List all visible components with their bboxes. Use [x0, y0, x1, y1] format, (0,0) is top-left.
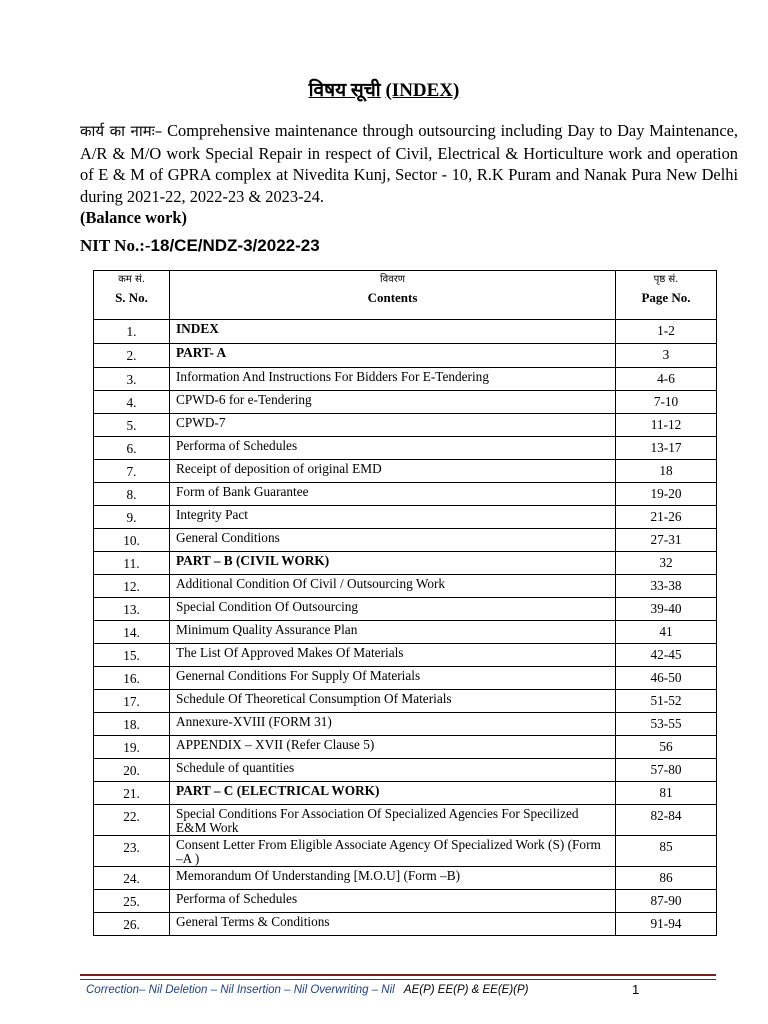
row-sno: 4.: [94, 391, 170, 414]
row-content: INDEX: [170, 320, 616, 344]
row-content: CPWD-6 for e-Tendering: [170, 391, 616, 414]
table-row: [94, 667, 717, 690]
header-sno: [94, 271, 170, 320]
table-row: [94, 575, 717, 598]
row-page: 21-26: [616, 506, 717, 529]
row-page: 3: [616, 344, 717, 368]
row-content: Genernal Conditions For Supply Of Materials: [170, 667, 616, 690]
header-contents: [170, 271, 616, 320]
row-page: 39-40: [616, 598, 717, 621]
table-row: [94, 644, 717, 667]
table-row: [94, 368, 717, 391]
row-content: PART – C (ELECTRICAL WORK): [170, 782, 616, 805]
row-sno: 15.: [94, 644, 170, 667]
row-content: Form of Bank Guarantee: [170, 483, 616, 506]
row-content: The List Of Approved Makes Of Materials: [170, 644, 616, 667]
row-sno: 10.: [94, 529, 170, 552]
row-content: PART – B (CIVIL WORK): [170, 552, 616, 575]
row-content: PART- A: [170, 344, 616, 368]
table-row: [94, 598, 717, 621]
row-sno: 23.: [94, 836, 170, 867]
row-content: Minimum Quality Assurance Plan: [170, 621, 616, 644]
row-sno: 12.: [94, 575, 170, 598]
row-page: 1-2: [616, 320, 717, 344]
row-sno: 20.: [94, 759, 170, 782]
row-page: 57-80: [616, 759, 717, 782]
row-sno: 1.: [94, 320, 170, 344]
index-table: [93, 270, 717, 936]
row-sno: 2.: [94, 344, 170, 368]
table-row: [94, 913, 717, 936]
table-row: [94, 320, 717, 344]
balance-work: (Balance work): [80, 208, 187, 228]
header-page: [616, 271, 717, 320]
row-page: 19-20: [616, 483, 717, 506]
row-page: 53-55: [616, 713, 717, 736]
table-row: [94, 391, 717, 414]
row-page: 32: [616, 552, 717, 575]
table-row: [94, 782, 717, 805]
row-content: Memorandum Of Understanding [M.O.U] (Form –B): [170, 867, 616, 890]
table-row: [94, 836, 717, 867]
table-row: [94, 552, 717, 575]
row-sno: 19.: [94, 736, 170, 759]
row-content: Receipt of deposition of original EMD: [170, 460, 616, 483]
row-page: 4-6: [616, 368, 717, 391]
row-sno: 9.: [94, 506, 170, 529]
row-content: General Terms & Conditions: [170, 913, 616, 936]
row-page: 86: [616, 867, 717, 890]
row-sno: 14.: [94, 621, 170, 644]
table-row: [94, 529, 717, 552]
row-page: 85: [616, 836, 717, 867]
table-row: [94, 867, 717, 890]
nit-value: 18/CE/NDZ-3/2022-23: [150, 236, 320, 255]
row-sno: 25.: [94, 890, 170, 913]
table-row: [94, 621, 717, 644]
row-content: Performa of Schedules: [170, 437, 616, 460]
table-row: [94, 713, 717, 736]
table-row: [94, 483, 717, 506]
table-row: [94, 414, 717, 437]
row-page: 56: [616, 736, 717, 759]
row-page: 42-45: [616, 644, 717, 667]
row-page: 11-12: [616, 414, 717, 437]
row-content: General Conditions: [170, 529, 616, 552]
row-page: 82-84: [616, 805, 717, 836]
footer-divider: [80, 974, 716, 980]
header-page-english: Page No.: [641, 290, 691, 305]
row-sno: 18.: [94, 713, 170, 736]
row-page: 18: [616, 460, 717, 483]
work-text: Comprehensive maintenance through outsourcing including Day to Day Maintenance, A/R & M/O work Special Repair in respect of Civil, Electrical & Horticulture work and operation of E & M of GPRA complex at Nivedita Kunj, Sector - 10, R.K Puram and Nanak Pura New Delhi during 2021-22, 2022-23 & 2023-24.: [80, 121, 738, 206]
table-row: [94, 437, 717, 460]
row-content: Additional Condition Of Civil / Outsourcing Work: [170, 575, 616, 598]
title-hindi: विषय सूची: [308, 80, 381, 101]
row-sno: 7.: [94, 460, 170, 483]
row-sno: 8.: [94, 483, 170, 506]
row-content: Schedule of quantities: [170, 759, 616, 782]
row-sno: 26.: [94, 913, 170, 936]
table-row: [94, 805, 717, 836]
work-description: [80, 120, 738, 229]
table-row: [94, 690, 717, 713]
row-page: 7-10: [616, 391, 717, 414]
row-page: 87-90: [616, 890, 717, 913]
table-row: [94, 344, 717, 368]
row-content: CPWD-7: [170, 414, 616, 437]
row-content: Special Conditions For Association Of Specialized Agencies For Specilized E&M Work: [170, 805, 616, 836]
signatories: AE(P) EE(P) & EE(E)(P): [403, 984, 529, 996]
page-number: 1: [632, 982, 640, 997]
table-header-row: [94, 271, 717, 320]
header-contents-english: Contents: [367, 290, 418, 305]
row-page: 46-50: [616, 667, 717, 690]
row-content: Information And Instructions For Bidders For E-Tendering: [170, 368, 616, 391]
row-page: 81: [616, 782, 717, 805]
table-row: [94, 506, 717, 529]
row-content: Schedule Of Theoretical Consumption Of Materials: [170, 690, 616, 713]
row-sno: 24.: [94, 867, 170, 890]
nit-label: NIT No.:-: [80, 236, 151, 255]
row-sno: 16.: [94, 667, 170, 690]
row-sno: 11.: [94, 552, 170, 575]
row-content: Consent Letter From Eligible Associate Agency Of Specialized Work (S) (Form –A ): [170, 836, 616, 867]
work-label: कार्य का नामः–: [80, 122, 163, 140]
row-sno: 3.: [94, 368, 170, 391]
table-row: [94, 890, 717, 913]
row-sno: 17.: [94, 690, 170, 713]
row-content: Special Condition Of Outsourcing: [170, 598, 616, 621]
nit-number: [80, 236, 320, 256]
row-page: 13-17: [616, 437, 717, 460]
header-contents-hindi: विवरण: [379, 274, 406, 285]
header-sno-hindi: कम सं.: [118, 274, 145, 285]
row-sno: 22.: [94, 805, 170, 836]
row-sno: 5.: [94, 414, 170, 437]
row-content: APPENDIX – XVII (Refer Clause 5): [170, 736, 616, 759]
table-row: [94, 736, 717, 759]
title-english: (INDEX): [385, 80, 460, 101]
row-page: 41: [616, 621, 717, 644]
row-content: Integrity Pact: [170, 506, 616, 529]
row-page: 91-94: [616, 913, 717, 936]
header-page-hindi: पृष्ठ सं.: [653, 274, 679, 285]
row-page: 51-52: [616, 690, 717, 713]
row-sno: 13.: [94, 598, 170, 621]
row-sno: 21.: [94, 782, 170, 805]
footer: [86, 984, 529, 996]
page-title: [0, 76, 768, 102]
table-row: [94, 460, 717, 483]
row-content: Performa of Schedules: [170, 890, 616, 913]
table-row: [94, 759, 717, 782]
header-sno-english: S. No.: [115, 290, 148, 305]
row-page: 27-31: [616, 529, 717, 552]
row-sno: 6.: [94, 437, 170, 460]
correction-note: Correction– Nil Deletion – Nil Insertion – Nil Overwriting – Nil: [86, 984, 395, 996]
row-page: 33-38: [616, 575, 717, 598]
row-content: Annexure-XVIII (FORM 31): [170, 713, 616, 736]
